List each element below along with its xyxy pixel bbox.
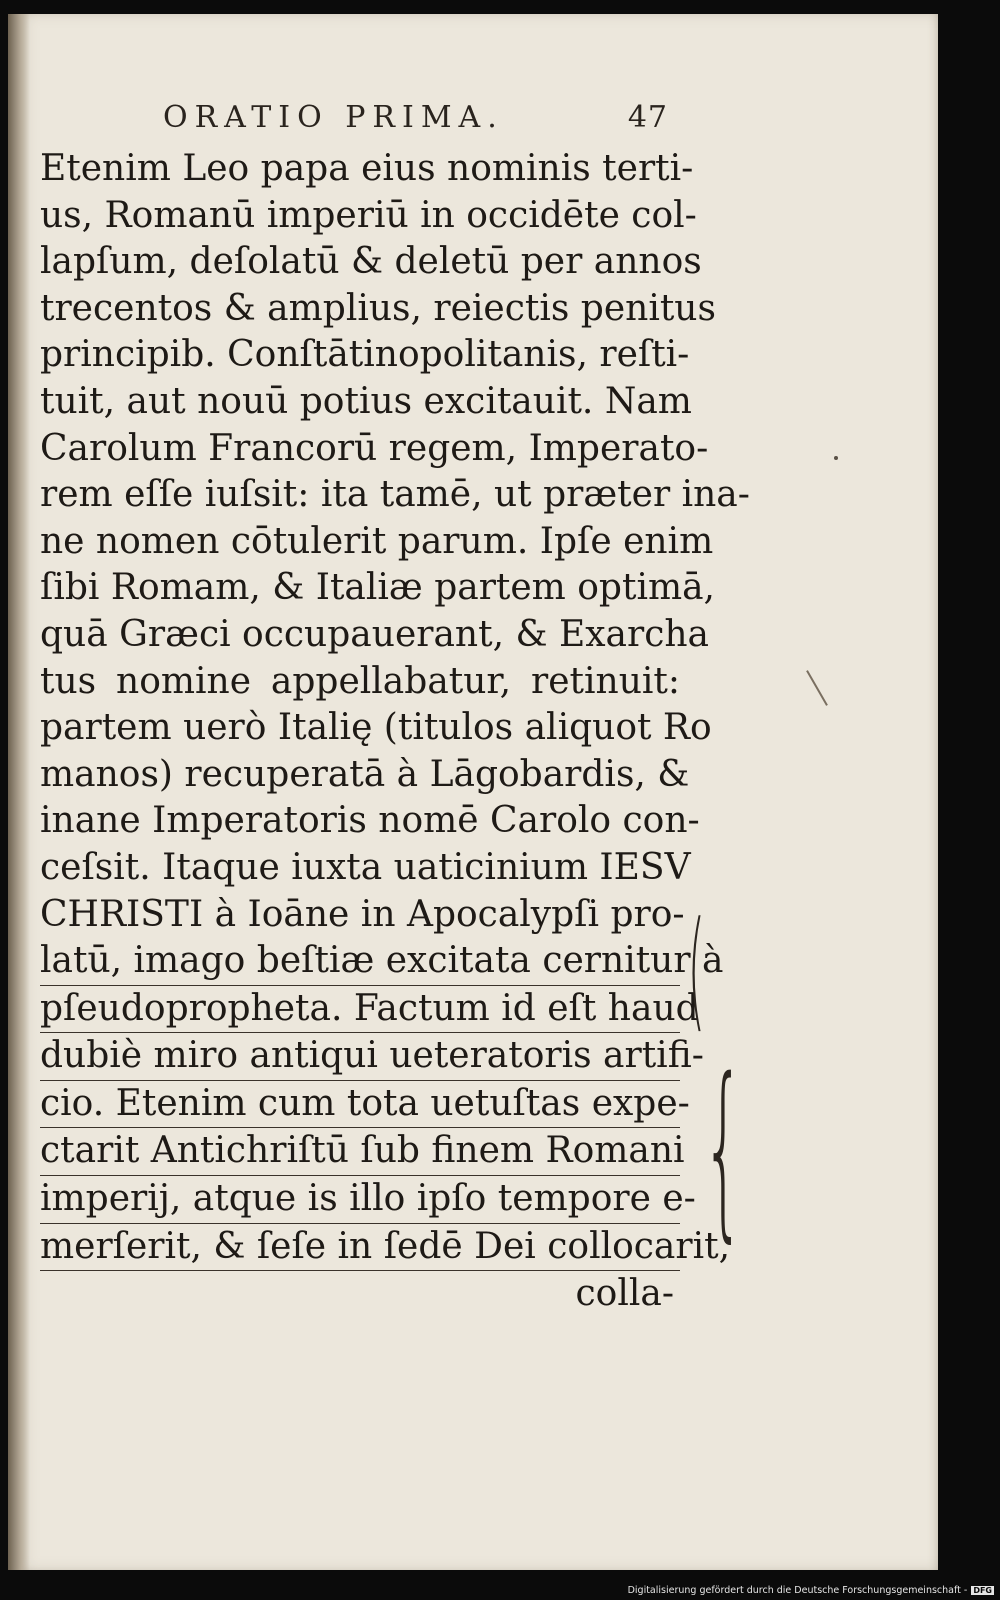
text-line: lapſum, deſolatū & deletū per annos bbox=[40, 241, 702, 283]
underlined-text-line: cio. Etenim cum tota uetuſtas expe- bbox=[40, 1081, 680, 1129]
text-line: ceſsit. Itaque iuxta uaticinium IESV bbox=[40, 846, 691, 888]
text-line: ſibi Romam, & Italiæ partem optimā, bbox=[40, 567, 715, 609]
book-page bbox=[8, 14, 938, 1570]
text-line: tus nomine appellabatur, retinuit: bbox=[40, 660, 680, 702]
text-line: us, Romanū imperiū in occidēte col- bbox=[40, 194, 697, 236]
text-line: Carolum Francorū regem, Imperato- bbox=[40, 427, 709, 469]
text-line: manos) recuperatā à Lāgobardis, & bbox=[40, 753, 690, 795]
margin-bracket-mark: ( bbox=[687, 893, 706, 1045]
page-number: 47 bbox=[627, 100, 668, 135]
underlined-text-line: dubiè miro antiqui ueteratoris artifi- bbox=[40, 1033, 680, 1081]
text-line: ne nomen cōtulerit parum. Ipſe enim bbox=[40, 520, 714, 562]
dfg-logo: DFG bbox=[973, 1586, 992, 1595]
underlined-text-line: pſeudopropheta. Factum id eſt haud bbox=[40, 986, 680, 1034]
text-line: quā Græci occupauerant, & Exarcha bbox=[40, 613, 710, 655]
underlined-text-line: imperij, atque is illo ipſo tempore e- bbox=[40, 1176, 680, 1224]
body-text bbox=[40, 146, 750, 1318]
text-line: rem eſſe iuſsit: ita tamē, ut præter ina- bbox=[40, 474, 750, 516]
text-line: Etenim Leo papa eius nominis terti- bbox=[40, 148, 694, 189]
running-header bbox=[163, 100, 668, 135]
text-line: trecentos & amplius, reiectis penitus bbox=[40, 287, 716, 329]
margin-stroke-mark bbox=[806, 670, 828, 706]
text-line: CHRISTI à Ioāne in Apocalypſi pro- bbox=[40, 893, 685, 935]
catchword: colla- bbox=[575, 1273, 674, 1315]
header-title: ORATIO PRIMA. bbox=[163, 100, 504, 135]
text-line: tuit, aut nouū potius excitauit. Nam bbox=[40, 380, 692, 422]
underlined-text-line: ctarit Antichriſtū ſub finem Romani bbox=[40, 1128, 680, 1176]
text-line: partem uerò Italię (titulos aliquot Ro bbox=[40, 707, 712, 749]
page-gutter-shadow bbox=[8, 14, 30, 1570]
digitization-credit bbox=[628, 1585, 994, 1596]
margin-brace-mark: { bbox=[702, 1038, 745, 1259]
text-line: inane Imperatoris nomē Carolo con- bbox=[40, 800, 700, 842]
underlined-text-line: merſerit, & ſeſe in ſedē Dei collocarit, bbox=[40, 1224, 680, 1272]
text-line: principib. Conſtātinopolitanis, reſti- bbox=[40, 334, 690, 376]
credit-text: Digitalisierung gefördert durch die Deutsche Forschungsgemeinschaft - bbox=[627, 1585, 968, 1596]
underlined-text-line: latū, imago beſtiæ excitata cernitur à bbox=[40, 938, 680, 986]
ink-dot-mark bbox=[834, 456, 838, 460]
